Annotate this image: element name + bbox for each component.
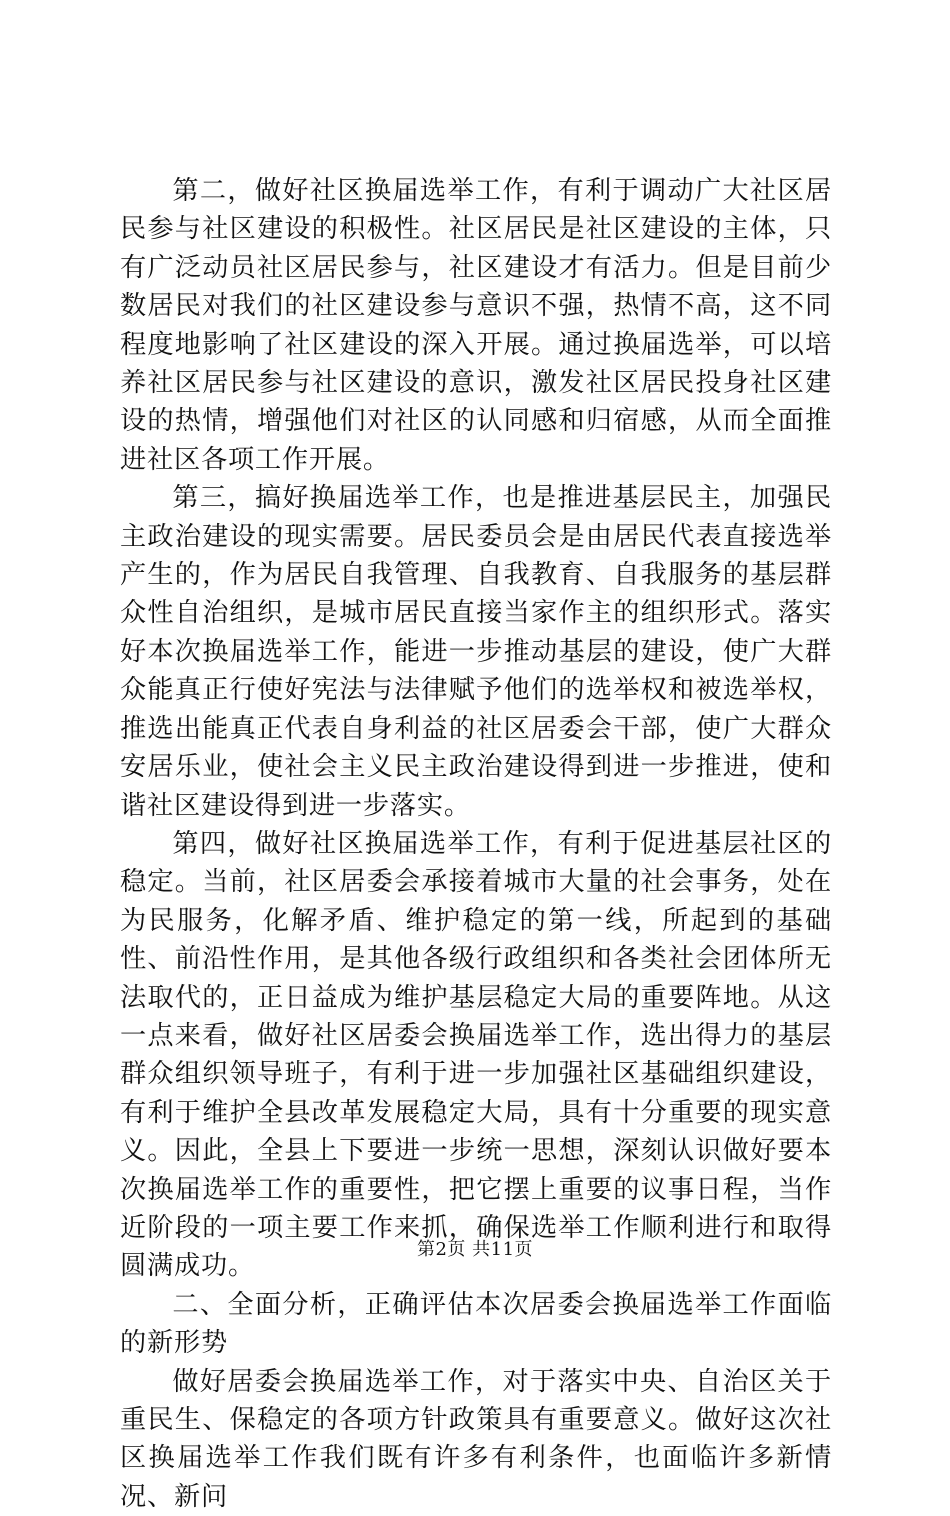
paragraph-third-point: 第三，搞好换届选举工作，也是推进基层民主，加强民主政治建设的现实需要。居民委员会是由居民代表直接选举产生的，作为居民自我管理、自我教育、自我服务的基层群众性自治组织，是城市居民直接当家作主的组织形式。落实好本次换届选举工作，能进一步推动基层的建设，使广大群众能真正行使好宪法与法律赋予他们的选举权和被选举权，推选出能真正代表自身利益的社区居委会干部，使广大群众安居乐业，使社会主义民主政治建设得到进一步推进，使和谐社区建设得到进一步落实。 (120, 483, 832, 821)
paragraph-second-point: 第二，做好社区换届选举工作，有利于调动广大社区居民参与社区建设的积极性。社区居民是社区建设的主体，只有广泛动员社区居民参与，社区建设才有活力。但是目前少数居民对我们的社区建设参与意识不强，热情不高，这不同程度地影响了社区建设的深入开展。通过换届选举，可以培养社区居民参与社区建设的意识，激发社区居民投身社区建设的热情，增强他们对社区的认同感和归宿感，从而全面推进社区各项工作开展。 (120, 176, 832, 475)
body-text (120, 172, 832, 1516)
page-footer: 第2页 共11页 (416, 1239, 534, 1260)
paragraph-section-intro: 做好居委会换届选举工作，对于落实中央、自治区关于重民生、保稳定的各项方针政策具有重要意义。做好这次社区换届选举工作我们既有许多有利条件，也面临许多新情况、新问 (120, 1366, 832, 1512)
paragraph-fourth-point: 第四，做好社区换届选举工作，有利于促进基层社区的稳定。当前，社区居委会承接着城市大量的社会事务，处在为民服务，化解矛盾、维护稳定的第一线，所起到的基础性、前沿性作用，是其他各级行政组织和各类社会团体所无法取代的，正日益成为维护基层稳定大局的重要阵地。从这一点来看，做好社区居委会换届选举工作，选出得力的基层群众组织领导班子，有利于进一步加强社区基础组织建设，有利于维护全县改革发展稳定大局，具有十分重要的现实意义。因此，全县上下要进一步统一思想，深刻认识做好要本次换届选举工作的重要性，把它摆上重要的议事日程，当作近阶段的一项主要工作来抓，确保选举工作顺利进行和取得圆满成功。 (120, 828, 832, 1282)
section-heading: 二、全面分析，正确评估本次居委会换届选举工作面临的新形势 (120, 1289, 832, 1359)
